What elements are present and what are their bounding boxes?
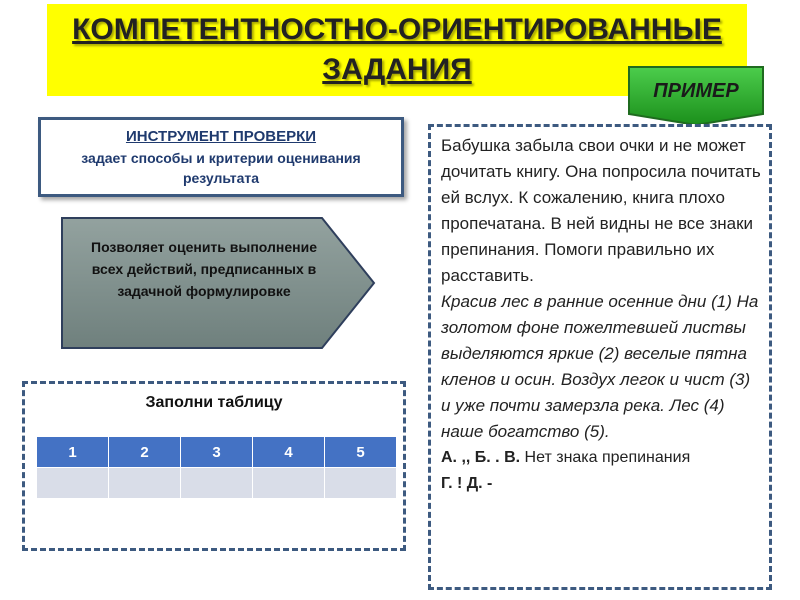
option-b-letter: Б. (474, 449, 491, 466)
table-header-cell: 2 (109, 437, 181, 468)
arrow-text: Позволяет оценить выполнение всех действий, предписанных в задачной формулировке (91, 239, 317, 299)
example-box (428, 124, 772, 590)
title-line-2: ЗАДАНИЯ (322, 53, 472, 86)
option-d-value: - (482, 475, 493, 492)
option-a-value: , (457, 449, 466, 466)
answer-options-line-1: А. ,, Б. . В. Нет знака препинания (441, 449, 691, 466)
example-intro: Бабушка забыла свои очки и не может дочитать книгу. Она попросила почитать ей вслух. К сожалению, книга плохо пропечатана. В ней видны не все знаки препинания. Помоги правильно их расставить. (441, 136, 761, 285)
table-answer-cell[interactable] (253, 468, 325, 499)
table-answer-cell[interactable] (109, 468, 181, 499)
option-g-letter: Г. (441, 475, 453, 492)
example-passage: Красив лес в ранние осенние дни (1) На золотом фоне пожелтевшей листвы выделяются яркие (2) веселые пятна кленов и осин. Воздух легок и чист (3) и уже почти замерзла река. Лес (4) наше богатство (5). (441, 292, 759, 441)
table-answer-cell[interactable] (37, 468, 109, 499)
option-b-value: . (490, 449, 500, 466)
tool-description: задает способы и критерии оценивания результата (81, 150, 361, 186)
answer-table (36, 436, 397, 499)
table-answer-cell[interactable] (181, 468, 253, 499)
example-badge (626, 64, 766, 128)
tool-title: ИНСТРУМЕНТ ПРОВЕРКИ (125, 128, 317, 145)
option-g-value: ! (452, 475, 463, 492)
table-title: Заполни таблицу (145, 394, 283, 411)
badge-label: ПРИМЕР (653, 80, 739, 102)
table-answer-cell[interactable] (325, 468, 397, 499)
option-d-letter: Д. (466, 475, 483, 492)
table-header-row (37, 437, 397, 468)
table-box (22, 381, 406, 551)
option-v-letter: В. (504, 449, 521, 466)
answer-options-line-2 (441, 471, 761, 497)
option-v-value: Нет знака препинания (524, 449, 691, 466)
tool-box (38, 117, 404, 197)
table-header-cell: 1 (37, 437, 109, 468)
table-header-cell: 4 (253, 437, 325, 468)
title-line-1: КОМПЕТЕНТНОСТНО-ОРИЕНТИРОВАННЫЕ (72, 13, 722, 46)
option-a-letter: А. (441, 449, 457, 466)
table-header-cell: 3 (181, 437, 253, 468)
table-header-cell: 5 (325, 437, 397, 468)
table-answer-row (37, 468, 397, 499)
